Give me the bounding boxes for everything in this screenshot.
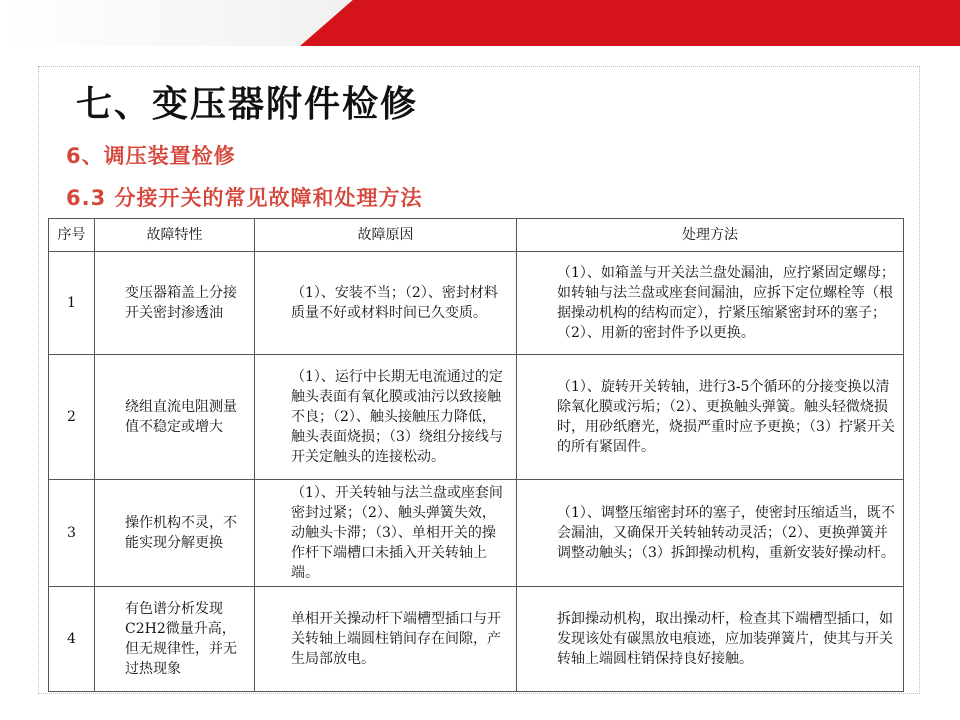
table-row: [49, 252, 904, 355]
row-method: 拆卸操动机构，取出操动杆，检查其下端槽型插口，如发现该处有碳黑放电痕迹，应加装弹簧片，使其与开关转轴上端圆柱销保持良好接触。: [517, 587, 904, 692]
column-header-method: 处理方法: [517, 219, 904, 252]
page-title: 七、变压器附件检修: [76, 83, 419, 125]
table-row: [49, 355, 904, 480]
row-cause: （1）、开关转轴与法兰盘或座套间密封过紧；（2）、触头弹簧失效，动触头卡滞；（3）、单相开关的操作杆下端槽口未插入开关转轴上端。: [255, 480, 517, 587]
header-banner-red: [300, 0, 960, 46]
table-header-row: [49, 219, 904, 252]
row-feature: 绕组直流电阻测量值不稳定或增大: [95, 355, 255, 480]
column-header-feature: 故障特性: [95, 219, 255, 252]
row-feature: 有色谱分析发现C2H2微量升高，但无规律性，并无过热现象: [95, 587, 255, 692]
row-feature: 操作机构不灵，不能实现分解更换: [95, 480, 255, 587]
column-header-index: 序号: [49, 219, 95, 252]
row-index: 2: [49, 355, 95, 480]
row-index: 4: [49, 587, 95, 692]
row-cause: （1）、安装不当；（2）、密封材料质量不好或材料时间已久变质。: [255, 252, 517, 355]
row-cause: （1）、运行中长期无电流通过的定触头表面有氧化膜或油污以致接触不良；（2）、触头接触压力降低，触头表面烧损；（3）绕组分接线与开关定触头的连接松动。: [255, 355, 517, 480]
row-index: 1: [49, 252, 95, 355]
fault-table: [48, 218, 904, 692]
table-row: [49, 480, 904, 587]
row-method: （1）、如箱盖与开关法兰盘处漏油，应拧紧固定螺母；如转轴与法兰盘或座套间漏油，应拆下定位螺栓等（根据操动机构的结构而定），拧紧压缩紧密封环的塞子；（2）、用新的密封件予以更换。: [517, 252, 904, 355]
row-cause: 单相开关操动杆下端槽型插口与开关转轴上端圆柱销间存在间隙，产生局部放电。: [255, 587, 517, 692]
section-heading: 6、调压装置检修: [66, 144, 236, 168]
row-method: （1）、旋转开关转轴，进行3-5个循环的分接变换以清除氧化膜或污垢；（2）、更换触头弹簧。触头轻微烧损时，用砂纸磨光，烧损严重时应予更换；（3）拧紧开关的所有紧固件。: [517, 355, 904, 480]
row-feature: 变压器箱盖上分接开关密封渗透油: [95, 252, 255, 355]
column-header-cause: 故障原因: [255, 219, 517, 252]
row-index: 3: [49, 480, 95, 587]
row-method: （1）、调整压缩密封环的塞子，使密封压缩适当，既不会漏油，又确保开关转轴转动灵活；（2）、更换弹簧并调整动触头；（3）拆卸操动机构，重新安装好操动杆。: [517, 480, 904, 587]
header-banner-fade: [0, 0, 360, 46]
table-row: [49, 587, 904, 692]
subsection-heading: 6.3 分接开关的常见故障和处理方法: [66, 186, 423, 210]
